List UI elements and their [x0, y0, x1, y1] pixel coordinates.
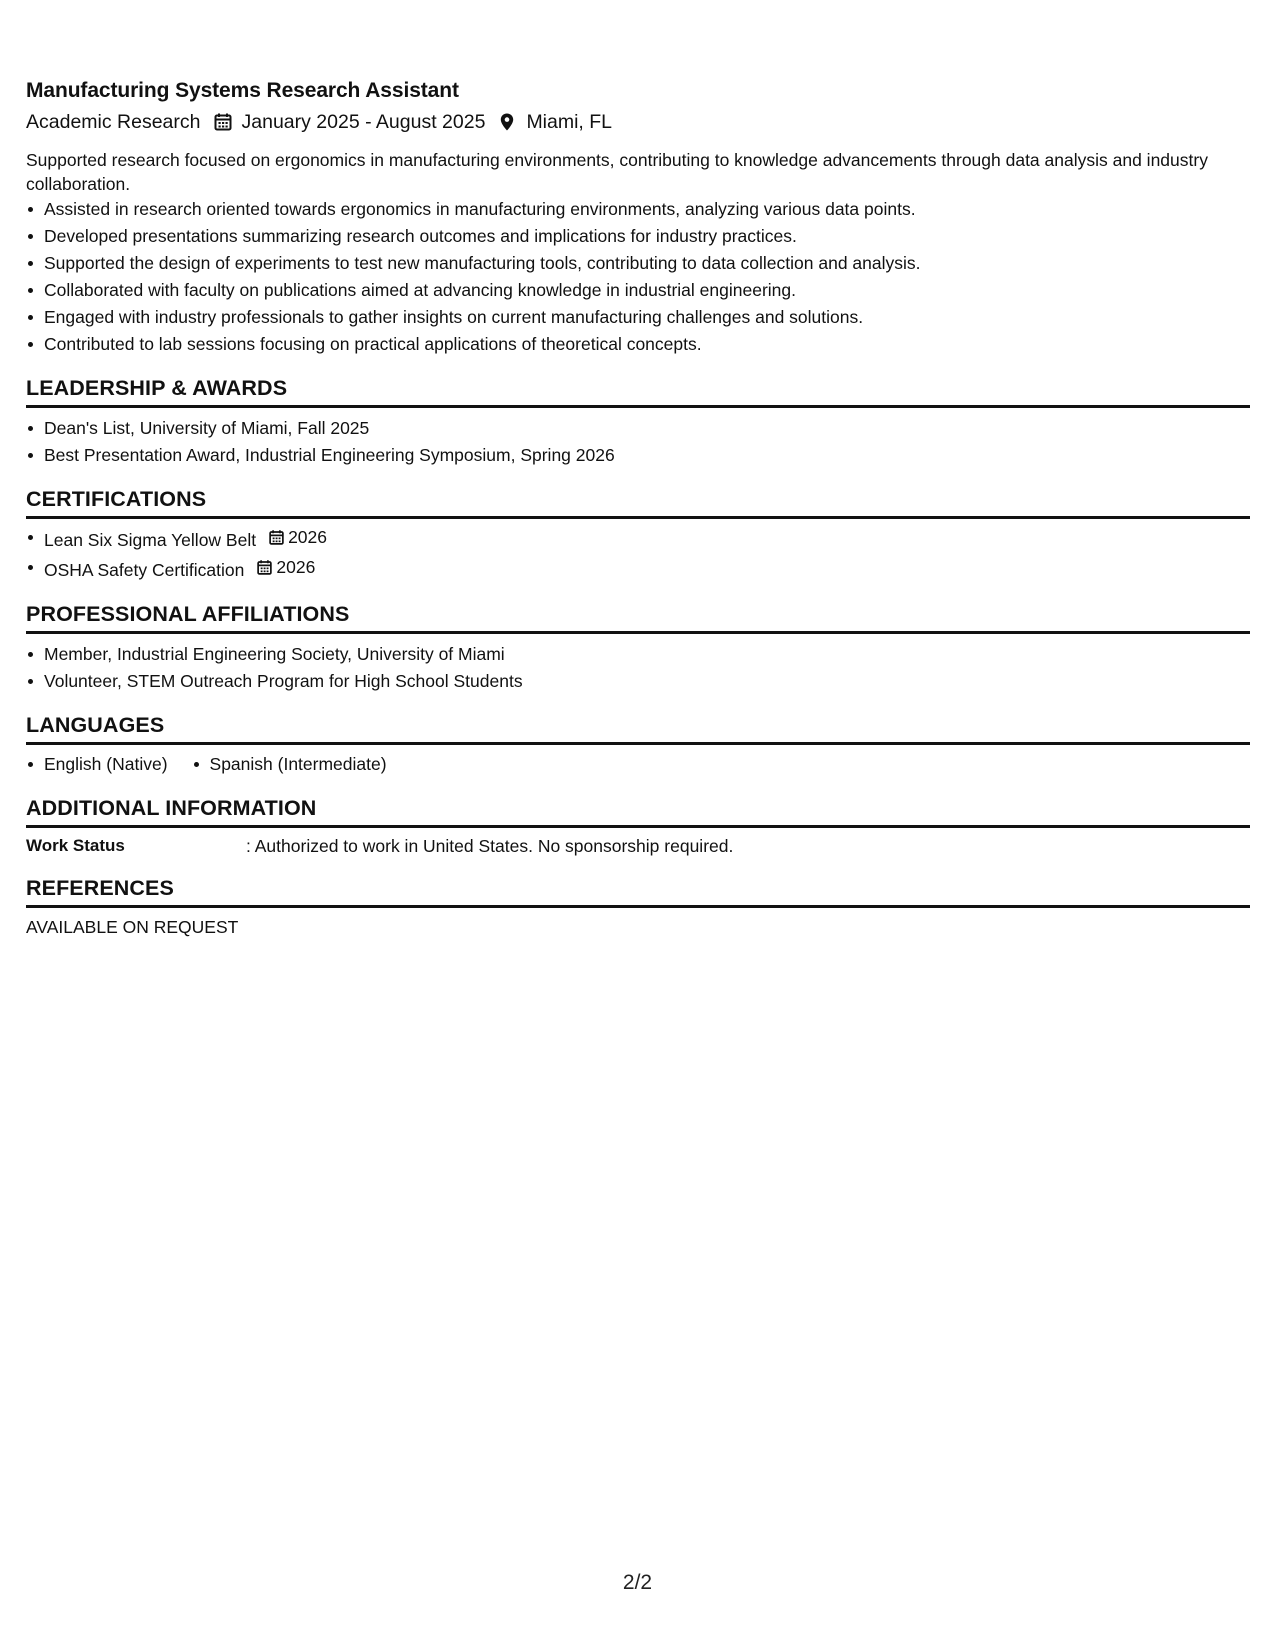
list-item: Dean's List, University of Miami, Fall 2025: [44, 415, 1250, 442]
list-item: [44, 524, 1250, 554]
cert-year: 2026: [276, 557, 316, 577]
job-title: Manufacturing Systems Research Assistant: [26, 79, 459, 102]
awards-list: [26, 415, 1250, 469]
certifications-list: [26, 524, 1250, 584]
page-number: 2/2: [622, 1571, 653, 1594]
section-heading: ADDITIONAL INFORMATION: [26, 793, 1250, 828]
cert-year: 2026: [288, 527, 328, 547]
work-status-row: [26, 834, 1250, 858]
experience-entry: [26, 76, 1250, 358]
affiliations-list: [26, 641, 1250, 695]
cert-date: [256, 554, 315, 581]
list-item: Collaborated with faculty on publications aimed at advancing knowledge in industrial engineering.: [44, 277, 1250, 304]
job-bullets: [26, 196, 1250, 358]
calendar-icon: [213, 112, 233, 132]
references-text: AVAILABLE ON REQUEST: [26, 917, 239, 937]
section-certifications: [26, 484, 1250, 584]
list-item: [44, 554, 1250, 584]
list-item: Assisted in research oriented towards ergonomics in manufacturing environments, analyzing various data points.: [44, 196, 1250, 223]
section-heading: LEADERSHIP & AWARDS: [26, 373, 1250, 408]
job-location: Miami, FL: [526, 111, 613, 133]
list-item: Engaged with industry professionals to gather insights on current manufacturing challenges and solutions.: [44, 304, 1250, 331]
job-meta: [26, 108, 1250, 136]
list-item: English (Native): [44, 751, 168, 778]
cert-name: Lean Six Sigma Yellow Belt: [44, 530, 257, 550]
section-affiliations: [26, 599, 1250, 695]
list-item: Member, Industrial Engineering Society, University of Miami: [44, 641, 1250, 668]
calendar-icon: [256, 559, 273, 576]
section-heading: CERTIFICATIONS: [26, 484, 1250, 519]
list-item: Volunteer, STEM Outreach Program for High School Students: [44, 668, 1250, 695]
list-item: Best Presentation Award, Industrial Engineering Symposium, Spring 2026: [44, 442, 1250, 469]
section-additional-info: [26, 793, 1250, 858]
work-status-label: Work Status: [26, 836, 125, 855]
section-leadership: [26, 373, 1250, 469]
map-pin-icon: [497, 112, 517, 132]
section-languages: [26, 710, 1250, 778]
job-dates: January 2025 - August 2025: [241, 111, 486, 133]
work-status-value: : Authorized to work in United States. No sponsorship required.: [246, 836, 734, 856]
section-references: [26, 873, 1250, 939]
organization: Academic Research: [26, 111, 201, 133]
section-heading: PROFESSIONAL AFFILIATIONS: [26, 599, 1250, 634]
list-item: Spanish (Intermediate): [210, 751, 387, 778]
list-item: Supported the design of experiments to test new manufacturing tools, contributing to data collection and analysis.: [44, 250, 1250, 277]
cert-date: [268, 524, 327, 551]
section-heading: REFERENCES: [26, 873, 1250, 908]
languages-list: [26, 751, 1250, 778]
cert-name: OSHA Safety Certification: [44, 560, 245, 580]
list-item: Developed presentations summarizing research outcomes and implications for industry practices.: [44, 223, 1250, 250]
resume-page: [26, 76, 1250, 939]
job-description: Supported research focused on ergonomics in manufacturing environments, contributing to knowledge advancements through data analysis and industry collaboration.: [26, 150, 1208, 194]
calendar-icon: [268, 529, 285, 546]
section-heading: LANGUAGES: [26, 710, 1250, 745]
list-item: Contributed to lab sessions focusing on practical applications of theoretical concepts.: [44, 331, 1250, 358]
